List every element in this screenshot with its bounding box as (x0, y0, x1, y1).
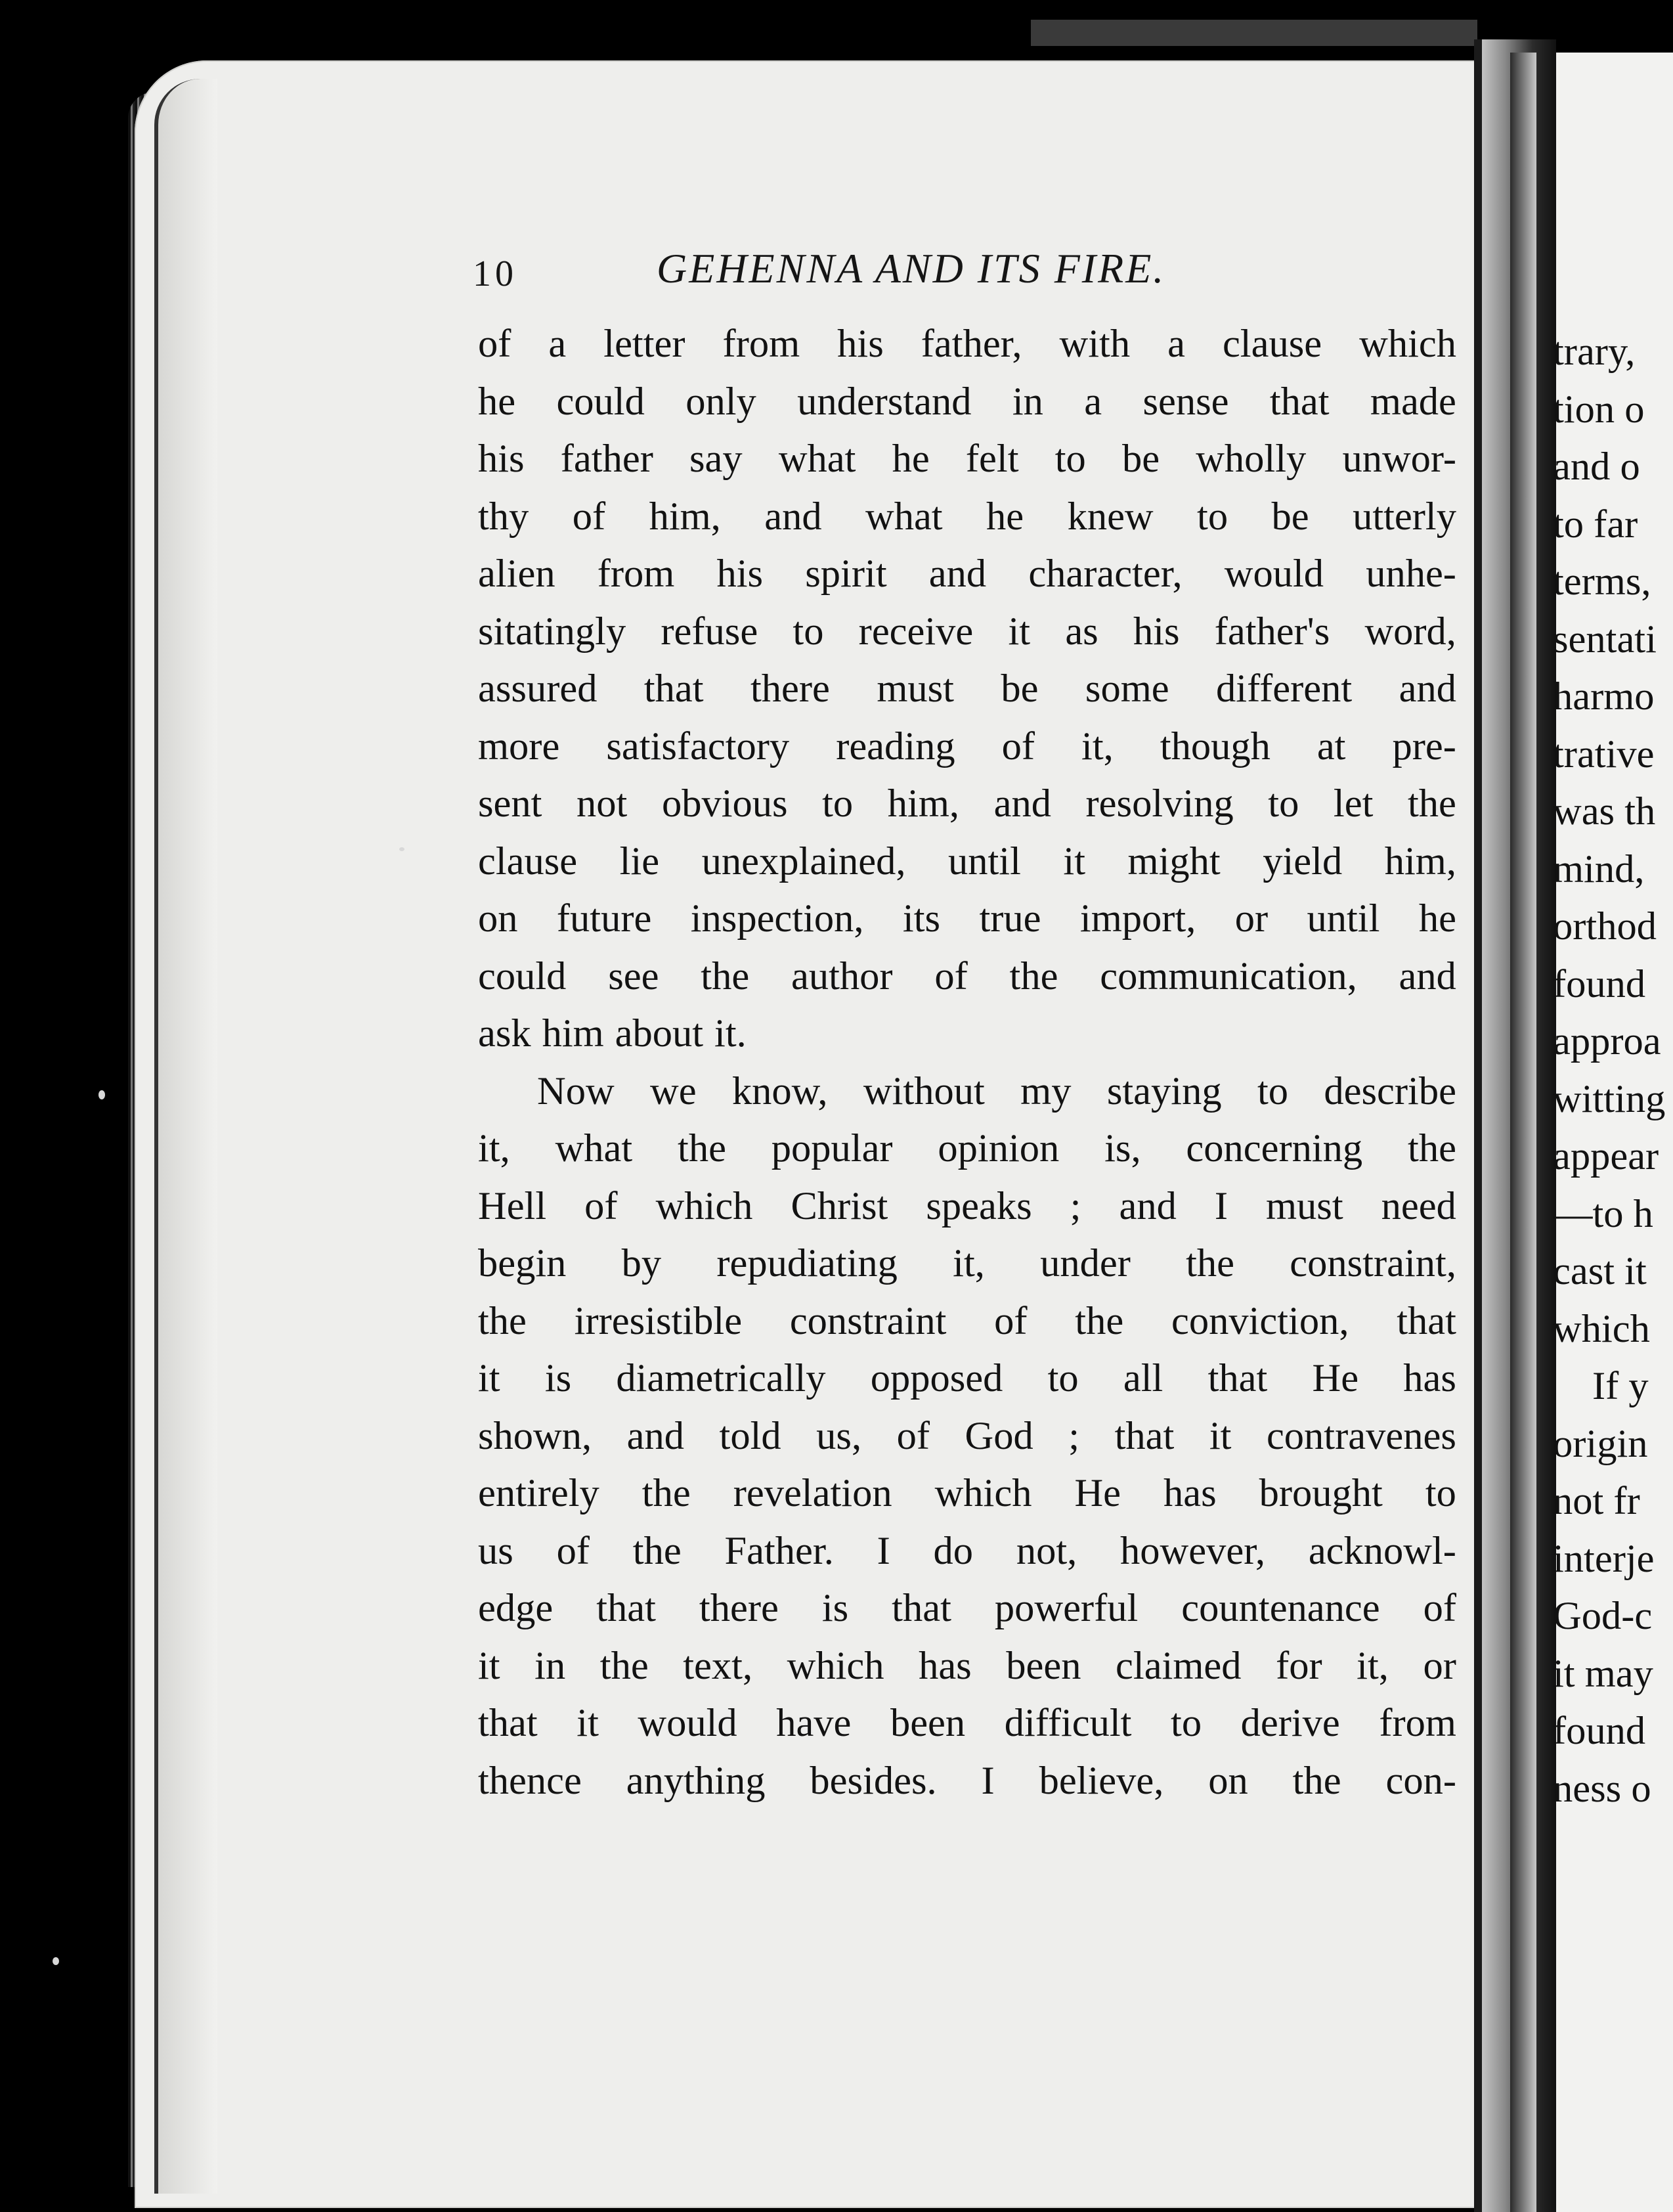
text-line: ask him about it. (478, 1011, 747, 1055)
text-line-fragment: witting (1553, 1076, 1666, 1121)
text-line: he could only understand in a sense that made (478, 379, 1456, 424)
text-line: begin by repudiating it, under the constraint, (478, 1241, 1456, 1285)
page-number: 10 (473, 254, 517, 294)
text-line-fragment: to far (1553, 502, 1638, 546)
text-line: sent not obvious to him, and resolving to let the (478, 782, 1456, 826)
text-line-fragment: approa (1553, 1019, 1661, 1063)
text-line-fragment: trary, (1553, 330, 1636, 374)
text-line-fragment: found (1553, 1709, 1646, 1753)
running-title: GEHENNA AND ITS FIRE. (657, 245, 1166, 292)
text-line: shown, and told us, of God ; that it contravenes (478, 1413, 1456, 1458)
text-line: entirely the revelation which He has brought to (478, 1471, 1456, 1515)
text-line: edge that there is that powerful countenance of (478, 1586, 1456, 1630)
text-line-fragment: origin (1553, 1421, 1648, 1466)
text-line: assured that there must be some different and (478, 667, 1456, 711)
text-line-fragment: If y (1592, 1364, 1649, 1408)
scanner-top-edge (1031, 20, 1477, 46)
text-line-fragment: which (1553, 1306, 1650, 1351)
text-line-fragment: not fr (1553, 1479, 1640, 1523)
text-line: Hell of which Christ speaks ; and I must need (478, 1183, 1456, 1228)
text-line: could see the author of the communication, and (478, 954, 1456, 998)
text-line: more satisfactory reading of it, though at pre- (478, 724, 1456, 768)
text-line-fragment: trative (1553, 732, 1655, 776)
text-line-fragment: cast it (1553, 1249, 1647, 1293)
text-line-fragment: —to h (1553, 1191, 1653, 1236)
text-line: sitatingly refuse to receive it as his father's word, (478, 609, 1456, 653)
text-line: his father say what he felt to be wholly unwor- (478, 437, 1456, 481)
text-line-fragment: it may (1553, 1651, 1653, 1696)
scan-speck (98, 1090, 105, 1099)
text-line: that it would have been difficult to derive from (478, 1701, 1456, 1745)
text-line: of a letter from his father, with a clause which (478, 322, 1456, 366)
right-page-text (1553, 323, 1673, 1817)
text-line-fragment: tion o (1553, 387, 1645, 431)
text-line: thy of him, and what he knew to be utterly (478, 494, 1456, 539)
gutter-shadow-line (1474, 39, 1482, 2212)
text-line: clause lie unexplained, until it might yield him, (478, 839, 1456, 883)
text-line: us of the Father. I do not, however, acknowl- (478, 1528, 1456, 1573)
text-line-fragment: mind, (1553, 847, 1645, 891)
right-page-curl-shadow (1510, 53, 1536, 2212)
page-fore-edge (154, 79, 217, 2194)
scan-speck (399, 847, 404, 851)
text-line-fragment: found (1553, 962, 1646, 1006)
text-line-fragment: was th (1553, 789, 1656, 833)
text-line: Now we know, without my staying to describe (537, 1069, 1456, 1113)
text-line: thence anything besides. I believe, on the con- (478, 1758, 1456, 1803)
text-line-fragment: and o (1553, 445, 1640, 489)
text-line-fragment: harmo (1553, 675, 1655, 719)
left-page-text (478, 315, 1456, 1809)
text-line: the irresistible constraint of the conviction, that (478, 1298, 1456, 1343)
text-line: it is diametrically opposed to all that He has (478, 1356, 1456, 1400)
scan-speck (53, 1957, 59, 1965)
text-line-fragment: terms, (1553, 560, 1651, 604)
text-line-fragment: interje (1553, 1536, 1655, 1581)
text-line-fragment: sentati (1553, 617, 1657, 661)
text-line: it, what the popular opinion is, concerning the (478, 1126, 1456, 1170)
text-line-fragment: ness o (1553, 1766, 1651, 1811)
text-line-fragment: God-c (1553, 1594, 1653, 1638)
text-line-fragment: appear (1553, 1134, 1659, 1178)
text-line: it in the text, which has been claimed for it, or (478, 1643, 1456, 1688)
text-line: alien from his spirit and character, would unhe- (478, 552, 1456, 596)
text-line-fragment: orthod (1553, 904, 1657, 948)
text-line: on future inspection, its true import, or until he (478, 896, 1456, 940)
